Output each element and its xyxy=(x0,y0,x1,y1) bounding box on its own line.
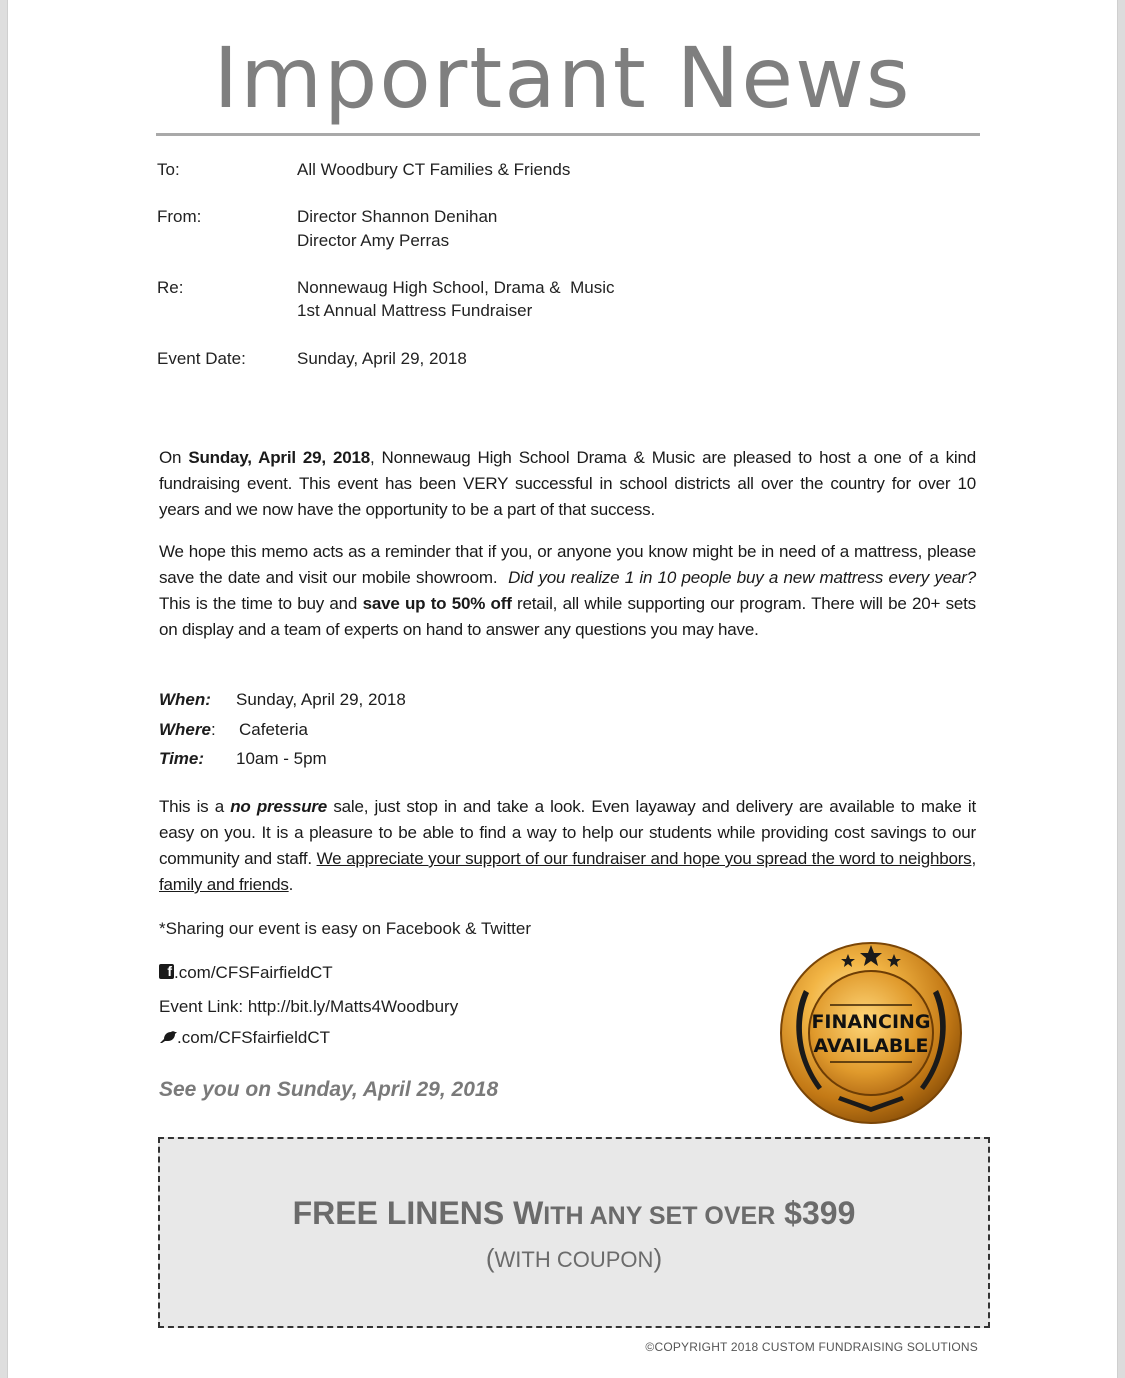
page-edge-left xyxy=(0,0,8,1378)
p2-stat-italic: Did you realize 1 in 10 people buy a new mattress every year? xyxy=(508,568,976,587)
paragraph-reminder xyxy=(159,539,981,643)
detail-time-label: Time: xyxy=(159,749,205,768)
p3-no-pressure: no pressure xyxy=(230,797,328,816)
twitter-link[interactable] xyxy=(159,1027,330,1049)
svg-text:FINANCING: FINANCING xyxy=(811,1011,931,1033)
facebook-handle: .com/CFSFairfieldCT xyxy=(174,963,333,982)
memo-event-date-value: Sunday, April 29, 2018 xyxy=(297,349,467,368)
detail-where xyxy=(159,719,308,741)
page-title: Important News xyxy=(213,29,912,127)
page-edge-right xyxy=(1117,0,1125,1378)
coupon-headline xyxy=(160,1195,988,1232)
p1-text-pre: On xyxy=(159,448,189,467)
p2-text-pre: We hope this memo acts as a reminder that if you, or anyone you know might be in need of a mattress, please save the date and visit our mobile showroom. xyxy=(159,542,981,587)
twitter-handle: .com/CFSfairfieldCT xyxy=(177,1028,331,1047)
twitter-bird-icon xyxy=(159,1030,177,1044)
memo-event-date-label: Event Date: xyxy=(157,349,246,368)
memo-from-label: From: xyxy=(157,207,202,226)
p3-text-mid: sale, just stop in and take a look. Even layaway and delivery are available to make it easy on you. It is a pleasure to be able to find a way to help our students while providing cost savings to our community and staff. xyxy=(159,797,976,868)
p3-appreciation-underlined: We appreciate your support of our fundraiser and hope you spread the word to neighbors, family and friends xyxy=(159,849,976,894)
coupon-condition: ITH ANY SET OVER xyxy=(543,1202,776,1230)
p3-text-pre: This is a xyxy=(159,797,231,816)
memo-from-value-2: Director Amy Perras xyxy=(297,231,450,250)
facebook-icon xyxy=(159,964,174,979)
paragraph-no-pressure xyxy=(159,794,976,898)
detail-time-value: 10am - 5pm xyxy=(236,749,327,768)
copyright-footer: ©COPYRIGHT 2018 CUSTOM FUNDRAISING SOLUTIONS xyxy=(645,1340,978,1354)
memo-re-label: Re: xyxy=(157,278,184,297)
paren-open: ( xyxy=(485,1243,495,1273)
detail-where-colon: : xyxy=(210,720,216,739)
coupon-free-linens: FREE LINENS W xyxy=(292,1195,544,1231)
coupon-with-coupon: WITH COUPON xyxy=(494,1247,654,1272)
detail-where-label: Where xyxy=(159,720,211,739)
p2-text-post: retail, all while supporting our program. There will be 20+ sets on display and a team of experts on hand to answer any questions you may have. xyxy=(159,594,976,639)
share-intro: *Sharing our event is easy on Facebook & Twitter xyxy=(159,919,531,938)
coupon-subline xyxy=(160,1243,988,1274)
title-divider xyxy=(156,133,980,136)
detail-when-label: When: xyxy=(159,690,211,709)
detail-when-value: Sunday, April 29, 2018 xyxy=(236,690,406,709)
memo-to-label: To: xyxy=(157,160,180,179)
p2-savings-bold: save up to 50% off xyxy=(362,594,512,613)
coupon-price: $399 xyxy=(775,1195,856,1231)
p3-text-post: . xyxy=(288,875,294,894)
p1-text-post: , Nonnewaug High School Drama & Music are pleased to host a one of a kind fundraising event. This event has been VERY successful in school districts all over the country for over 10 years and we now have the opportunity to be a part of that success. xyxy=(159,448,976,519)
coupon-box xyxy=(158,1137,990,1328)
closing-line: See you on Sunday, April 29, 2018 xyxy=(159,1078,499,1101)
p2-text-mid: This is the time to buy and xyxy=(159,594,363,613)
memo-to-value: All Woodbury CT Families & Friends xyxy=(297,160,571,179)
memo-re-value-1: Nonnewaug High School, Drama & Music xyxy=(297,278,615,297)
detail-time xyxy=(159,748,327,770)
detail-where-value: Cafeteria xyxy=(239,720,308,739)
memo-from-value-1: Director Shannon Denihan xyxy=(297,207,498,226)
paren-close: ) xyxy=(653,1243,663,1273)
event-link[interactable]: Event Link: http://bit.ly/Matts4Woodbury xyxy=(159,997,459,1016)
svg-text:AVAILABLE: AVAILABLE xyxy=(813,1035,929,1057)
facebook-link[interactable] xyxy=(159,962,333,984)
memo-re-value-2: 1st Annual Mattress Fundraiser xyxy=(297,301,533,320)
p1-date-bold: Sunday, April 29, 2018 xyxy=(188,448,370,467)
financing-available-badge xyxy=(778,940,964,1126)
detail-when xyxy=(159,689,406,711)
paragraph-intro xyxy=(159,445,976,523)
